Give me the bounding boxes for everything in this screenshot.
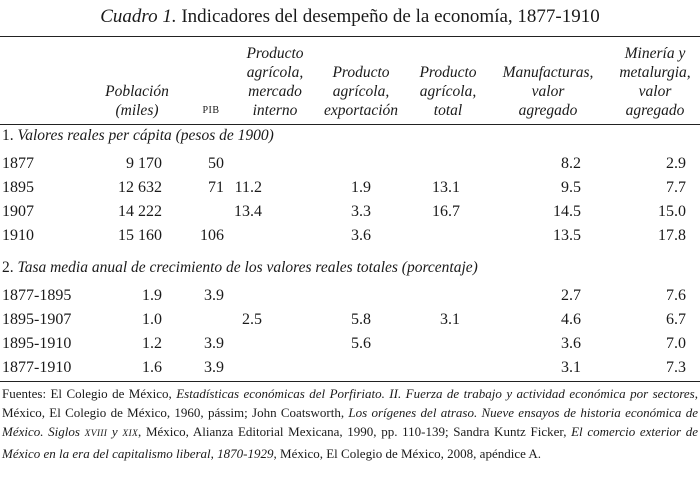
table-row: 1910 15 160 106 3.6 13.5 17.8 bbox=[2, 227, 686, 244]
header-agricola-total: Producto agrícola, total bbox=[419, 64, 477, 119]
sources-footnote: Fuentes: El Colegio de México, Estadísticas económicas del Porfiriato. II. Fuerza de trabajo y actividad económica por sectores, México, El Colegio de México, 1960, pássim; John Coatsworth, Los orígenes del atraso. Nueve ensayos de historia económica de México. Siglos XVIII y XIX, México, Alianza Editorial Mexicana, 1990, pp. 110-139; Sandra Kuntz Ficker, El comercio exterior de México en la era del capitalismo liberal, 1870-1929, México, El Colegio de México, 2008, apéndice A. bbox=[2, 386, 698, 461]
header-agricola-interno: Producto agrícola, mercado interno bbox=[246, 45, 304, 119]
header-poblacion: Población (miles) bbox=[105, 83, 169, 119]
table-title bbox=[0, 6, 700, 28]
header-manufacturas: Manufacturas, valor agregado bbox=[502, 64, 594, 119]
bottom-rule bbox=[0, 381, 700, 382]
table-row: 1877-1895 1.9 3.9 2.7 7.6 bbox=[2, 287, 686, 304]
table-row: 1877-1910 1.6 3.9 3.1 7.3 bbox=[2, 359, 686, 376]
header-agricola-exportacion: Producto agrícola, exportación bbox=[323, 64, 399, 119]
table-number: Cuadro 1. bbox=[100, 6, 177, 27]
table-row: 1895-1910 1.2 3.9 5.6 3.6 7.0 bbox=[2, 335, 686, 352]
header-rule bbox=[0, 124, 700, 125]
header-mineria: Minería y metalurgia, valor agregado bbox=[619, 45, 691, 119]
table-row: 1895-1907 1.0 2.5 5.8 3.1 4.6 6.7 bbox=[2, 311, 686, 328]
table-row: 1877 9 170 50 8.2 2.9 bbox=[2, 155, 686, 172]
top-rule bbox=[0, 36, 700, 37]
section-2-heading: 2. Tasa media anual de crecimiento de los valores reales totales (porcentaje) bbox=[2, 259, 478, 276]
header-pib: PIB bbox=[202, 105, 220, 116]
section-1-heading: 1. Valores reales per cápita (pesos de 1900) bbox=[2, 127, 274, 144]
table-row: 1907 14 222 13.4 3.3 16.7 14.5 15.0 bbox=[2, 203, 686, 220]
table-title-text: Indicadores del desempeño de la economía, 1877-1910 bbox=[181, 6, 600, 27]
table-row: 1895 12 632 71 11.2 1.9 13.1 9.5 7.7 bbox=[2, 179, 686, 196]
